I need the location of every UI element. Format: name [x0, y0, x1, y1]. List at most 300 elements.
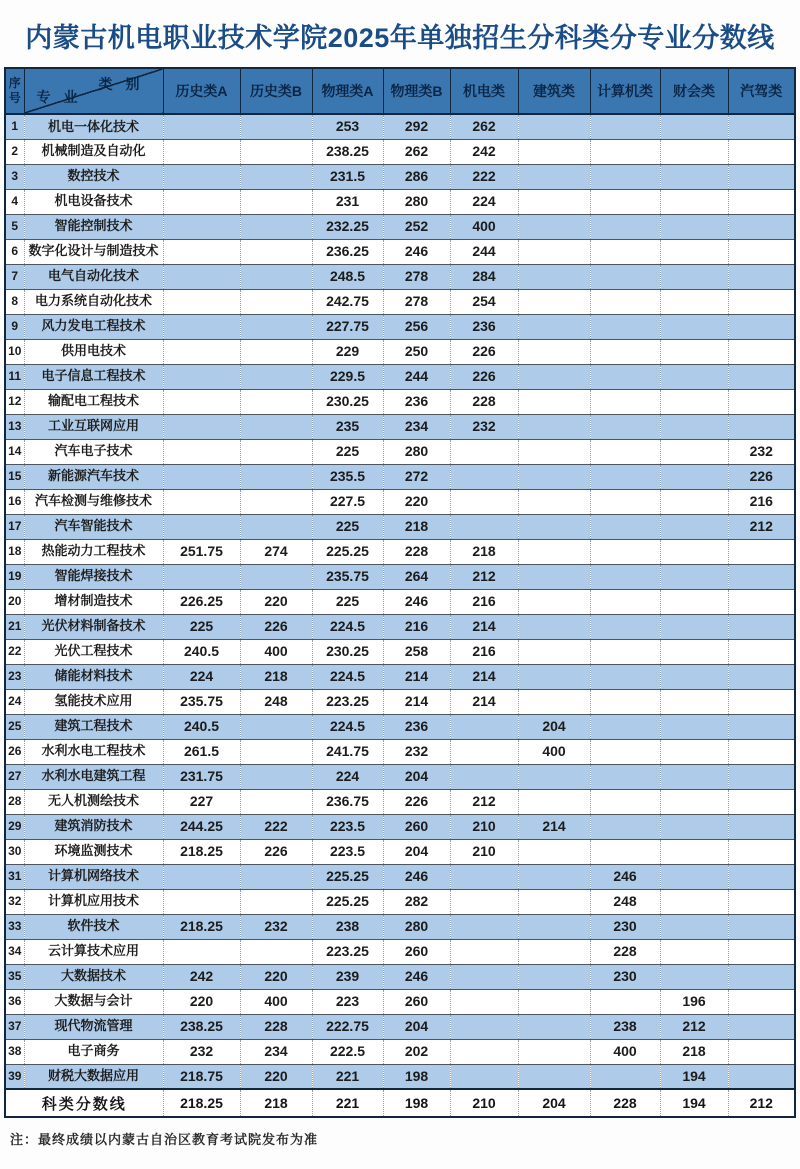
major-name-cell: 氢能技术应用 — [24, 689, 163, 714]
score-cell: 240.5 — [163, 714, 240, 739]
score-cell: 214 — [450, 689, 518, 714]
score-cell: 239 — [312, 964, 383, 989]
score-cell — [163, 164, 240, 189]
score-cell: 272 — [383, 464, 450, 489]
score-cell — [728, 939, 795, 964]
score-cell — [450, 914, 518, 939]
score-cell: 218 — [450, 539, 518, 564]
score-cell — [590, 239, 660, 264]
major-name-cell: 电子商务 — [24, 1039, 163, 1064]
major-name-cell: 风力发电工程技术 — [24, 314, 163, 339]
score-cell: 224 — [450, 189, 518, 214]
score-cell — [163, 514, 240, 539]
score-cell: 400 — [240, 639, 312, 664]
score-cell: 228 — [450, 389, 518, 414]
score-cell — [450, 439, 518, 464]
score-cell: 262 — [383, 139, 450, 164]
score-cell: 220 — [240, 589, 312, 614]
score-cell: 238.25 — [312, 139, 383, 164]
score-cell — [660, 489, 728, 514]
score-cell: 222.5 — [312, 1039, 383, 1064]
category-line-score-cell: 198 — [383, 1089, 450, 1117]
score-cell: 246 — [383, 239, 450, 264]
score-cell: 226 — [383, 789, 450, 814]
score-cell — [240, 464, 312, 489]
score-cell — [163, 314, 240, 339]
table-row — [5, 164, 795, 189]
score-cell — [518, 789, 590, 814]
score-cell: 246 — [383, 589, 450, 614]
score-cell: 248.5 — [312, 264, 383, 289]
score-cell — [660, 789, 728, 814]
score-cell: 230.25 — [312, 389, 383, 414]
major-name-cell: 软件技术 — [24, 914, 163, 939]
row-number-cell: 7 — [5, 264, 24, 289]
score-cell — [240, 739, 312, 764]
row-number-cell: 27 — [5, 764, 24, 789]
score-cell — [660, 189, 728, 214]
score-cell — [728, 139, 795, 164]
row-number-cell: 25 — [5, 714, 24, 739]
score-cell — [450, 1039, 518, 1064]
score-cell: 224.5 — [312, 614, 383, 639]
score-cell — [518, 939, 590, 964]
score-cell: 236.25 — [312, 239, 383, 264]
score-cell — [240, 339, 312, 364]
score-cell — [590, 639, 660, 664]
score-cell — [728, 864, 795, 889]
score-cell — [518, 989, 590, 1014]
score-cell: 218 — [660, 1039, 728, 1064]
score-cell: 216 — [450, 639, 518, 664]
row-number-cell: 39 — [5, 1064, 24, 1089]
major-name-cell: 机电一体化技术 — [24, 114, 163, 139]
score-cell — [728, 539, 795, 564]
score-cell — [240, 164, 312, 189]
score-cell: 260 — [383, 814, 450, 839]
row-number-cell: 9 — [5, 314, 24, 339]
score-cell — [660, 664, 728, 689]
table-row — [5, 1064, 795, 1089]
score-cell: 225.25 — [312, 539, 383, 564]
row-number-cell: 35 — [5, 964, 24, 989]
score-cell — [728, 764, 795, 789]
score-cell: 214 — [383, 689, 450, 714]
score-cell: 223.5 — [312, 814, 383, 839]
row-number-cell: 36 — [5, 989, 24, 1014]
score-cell: 260 — [383, 939, 450, 964]
score-cell — [518, 489, 590, 514]
score-cell: 214 — [383, 664, 450, 689]
row-number-cell: 28 — [5, 789, 24, 814]
score-cell — [660, 214, 728, 239]
score-cell — [590, 1064, 660, 1089]
category-line-score-cell: 204 — [518, 1089, 590, 1117]
score-cell — [660, 539, 728, 564]
score-cell: 212 — [728, 514, 795, 539]
major-name-cell: 工业互联网应用 — [24, 414, 163, 439]
row-number-cell: 34 — [5, 939, 24, 964]
row-number-cell: 11 — [5, 364, 24, 389]
score-cell — [450, 964, 518, 989]
col-header-8: 财会类 — [660, 68, 728, 114]
score-cell — [660, 339, 728, 364]
score-cell — [240, 414, 312, 439]
score-cell: 238 — [590, 1014, 660, 1039]
score-cell — [240, 764, 312, 789]
score-cell: 246 — [590, 864, 660, 889]
score-cell — [518, 1014, 590, 1039]
score-cell: 282 — [383, 889, 450, 914]
score-cell: 214 — [518, 814, 590, 839]
score-cell: 274 — [240, 539, 312, 564]
score-cell: 400 — [518, 739, 590, 764]
score-cell — [240, 264, 312, 289]
score-cell — [660, 289, 728, 314]
score-cell — [660, 839, 728, 864]
score-cell: 198 — [383, 1064, 450, 1089]
table-row — [5, 764, 795, 789]
score-cell: 258 — [383, 639, 450, 664]
score-cell — [590, 714, 660, 739]
score-cell — [518, 214, 590, 239]
major-name-cell: 机械制造及自动化 — [24, 139, 163, 164]
score-cell — [728, 289, 795, 314]
footnote: 注：最终成绩以内蒙古自治区教育考试院发布为准 — [10, 1132, 319, 1147]
score-cell — [660, 314, 728, 339]
score-cell — [590, 514, 660, 539]
score-cell — [590, 789, 660, 814]
score-cell: 261.5 — [163, 739, 240, 764]
score-cell — [590, 214, 660, 239]
score-cell — [518, 314, 590, 339]
score-cell: 225 — [312, 514, 383, 539]
score-cell — [728, 339, 795, 364]
score-cell — [728, 914, 795, 939]
score-cell: 232 — [163, 1039, 240, 1064]
row-number-cell: 33 — [5, 914, 24, 939]
score-cell — [518, 539, 590, 564]
category-line-label: 科类分数线 — [5, 1089, 163, 1117]
score-cell — [518, 339, 590, 364]
score-cell — [728, 814, 795, 839]
score-cell: 254 — [450, 289, 518, 314]
score-cell — [660, 564, 728, 589]
row-number-cell: 6 — [5, 239, 24, 264]
score-cell — [590, 589, 660, 614]
row-number-cell: 15 — [5, 464, 24, 489]
major-name-cell: 汽车电子技术 — [24, 439, 163, 464]
score-cell: 228 — [240, 1014, 312, 1039]
score-cell — [518, 414, 590, 439]
score-cell: 226 — [728, 464, 795, 489]
major-name-cell: 建筑消防技术 — [24, 814, 163, 839]
score-cell: 231 — [312, 189, 383, 214]
score-cell — [590, 364, 660, 389]
score-cell — [590, 839, 660, 864]
score-cell — [450, 1014, 518, 1039]
score-cell: 246 — [383, 864, 450, 889]
score-cell: 224 — [163, 664, 240, 689]
score-cell — [590, 664, 660, 689]
score-cell: 218 — [383, 514, 450, 539]
table-row — [5, 989, 795, 1014]
score-cell — [590, 264, 660, 289]
score-cell: 280 — [383, 189, 450, 214]
score-cell: 250 — [383, 339, 450, 364]
score-cell — [728, 739, 795, 764]
table-row — [5, 439, 795, 464]
score-cell — [518, 864, 590, 889]
major-name-cell: 水利水电工程技术 — [24, 739, 163, 764]
score-cell: 222.75 — [312, 1014, 383, 1039]
score-cell — [163, 564, 240, 589]
col-header-5: 机电类 — [450, 68, 518, 114]
category-line-score-cell: 221 — [312, 1089, 383, 1117]
score-cell: 228 — [590, 939, 660, 964]
score-cell — [728, 689, 795, 714]
score-cell — [660, 164, 728, 189]
score-cell: 210 — [450, 814, 518, 839]
score-cell — [590, 689, 660, 714]
score-cell — [518, 764, 590, 789]
score-cell — [590, 739, 660, 764]
score-cell — [728, 589, 795, 614]
col-header-2: 历史类B — [240, 68, 312, 114]
score-cell: 223.25 — [312, 939, 383, 964]
col-header-9: 汽驾类 — [728, 68, 795, 114]
score-cell: 225 — [312, 439, 383, 464]
category-line-row — [5, 1089, 795, 1117]
row-number-cell: 13 — [5, 414, 24, 439]
table-row — [5, 689, 795, 714]
score-cell — [728, 639, 795, 664]
score-cell: 235.75 — [312, 564, 383, 589]
score-cell — [450, 489, 518, 514]
score-cell: 280 — [383, 439, 450, 464]
score-cell: 225 — [312, 589, 383, 614]
score-cell — [240, 789, 312, 814]
score-cell — [728, 1039, 795, 1064]
score-cell — [240, 214, 312, 239]
score-cell — [450, 889, 518, 914]
score-cell — [518, 364, 590, 389]
score-cell: 222 — [450, 164, 518, 189]
major-name-cell: 水利水电建筑工程 — [24, 764, 163, 789]
score-cell — [163, 189, 240, 214]
table-row — [5, 614, 795, 639]
score-cell — [450, 939, 518, 964]
score-cell: 226 — [450, 364, 518, 389]
score-cell: 225.25 — [312, 864, 383, 889]
score-cell — [163, 339, 240, 364]
table-row — [5, 814, 795, 839]
row-number-cell: 14 — [5, 439, 24, 464]
score-cell: 220 — [163, 989, 240, 1014]
score-cell: 227.5 — [312, 489, 383, 514]
score-cell: 242 — [450, 139, 518, 164]
score-cell: 251.75 — [163, 539, 240, 564]
score-cell — [660, 889, 728, 914]
score-cell — [450, 989, 518, 1014]
score-cell: 212 — [450, 789, 518, 814]
score-cell — [240, 889, 312, 914]
category-line-score-cell: 218.25 — [163, 1089, 240, 1117]
score-cell — [518, 189, 590, 214]
score-cell: 400 — [240, 989, 312, 1014]
score-cell — [240, 239, 312, 264]
score-cell: 216 — [728, 489, 795, 514]
serial-header: 序号 — [5, 68, 24, 114]
score-cell: 280 — [383, 914, 450, 939]
row-number-cell: 20 — [5, 589, 24, 614]
score-cell: 253 — [312, 114, 383, 139]
score-cell: 260 — [383, 989, 450, 1014]
score-cell — [240, 289, 312, 314]
major-name-cell: 新能源汽车技术 — [24, 464, 163, 489]
row-number-cell: 12 — [5, 389, 24, 414]
table-row — [5, 489, 795, 514]
score-cell — [590, 464, 660, 489]
score-cell — [240, 389, 312, 414]
major-name-cell: 机电设备技术 — [24, 189, 163, 214]
score-cell: 232 — [450, 414, 518, 439]
score-cell: 278 — [383, 264, 450, 289]
major-name-cell: 计算机应用技术 — [24, 889, 163, 914]
score-cell: 216 — [450, 589, 518, 614]
score-cell — [163, 239, 240, 264]
score-cell: 248 — [240, 689, 312, 714]
score-cell: 231.5 — [312, 164, 383, 189]
major-name-cell: 光伏材料制备技术 — [24, 614, 163, 639]
score-cell — [518, 139, 590, 164]
row-number-cell: 24 — [5, 689, 24, 714]
score-cell: 235.75 — [163, 689, 240, 714]
score-cell — [163, 489, 240, 514]
score-cell: 238.25 — [163, 1014, 240, 1039]
score-cell: 226 — [240, 839, 312, 864]
score-cell — [728, 664, 795, 689]
major-name-cell: 电气自动化技术 — [24, 264, 163, 289]
table-row — [5, 464, 795, 489]
score-cell — [518, 1064, 590, 1089]
score-cell — [450, 739, 518, 764]
table-row — [5, 889, 795, 914]
score-cell — [660, 814, 728, 839]
col-header-1: 历史类A — [163, 68, 240, 114]
score-cell — [518, 289, 590, 314]
score-cell — [240, 564, 312, 589]
score-cell: 252 — [383, 214, 450, 239]
score-cell: 210 — [450, 839, 518, 864]
score-cell: 220 — [240, 1064, 312, 1089]
major-name-cell: 光伏工程技术 — [24, 639, 163, 664]
score-cell — [728, 989, 795, 1014]
score-cell — [590, 389, 660, 414]
score-cell: 246 — [383, 964, 450, 989]
score-cell — [728, 114, 795, 139]
score-cell: 227 — [163, 789, 240, 814]
score-cell — [518, 514, 590, 539]
row-number-cell: 22 — [5, 639, 24, 664]
score-cell: 204 — [383, 1014, 450, 1039]
score-cell — [163, 364, 240, 389]
table-row — [5, 739, 795, 764]
score-cell: 226.25 — [163, 589, 240, 614]
category-line-score-cell: 212 — [728, 1089, 795, 1117]
table-row — [5, 914, 795, 939]
major-name-cell: 汽车智能技术 — [24, 514, 163, 539]
major-name-cell: 计算机网络技术 — [24, 864, 163, 889]
major-name-cell: 输配电工程技术 — [24, 389, 163, 414]
col-header-6: 建筑类 — [518, 68, 590, 114]
score-cell: 226 — [240, 614, 312, 639]
score-cell — [163, 214, 240, 239]
major-name-cell: 大数据技术 — [24, 964, 163, 989]
score-cell — [450, 514, 518, 539]
table-row — [5, 389, 795, 414]
score-cell — [518, 614, 590, 639]
score-cell — [518, 439, 590, 464]
score-cell — [240, 714, 312, 739]
score-cell — [660, 389, 728, 414]
score-cell — [518, 239, 590, 264]
score-cell: 400 — [590, 1039, 660, 1064]
score-cell — [728, 964, 795, 989]
score-cell — [728, 1014, 795, 1039]
score-cell — [518, 564, 590, 589]
score-cell — [728, 164, 795, 189]
score-cell — [728, 189, 795, 214]
score-cell — [590, 489, 660, 514]
score-cell — [728, 889, 795, 914]
score-cell — [660, 689, 728, 714]
score-cell: 220 — [383, 489, 450, 514]
table-footer — [5, 1089, 795, 1117]
table-row — [5, 664, 795, 689]
score-cell — [728, 364, 795, 389]
score-cell — [660, 764, 728, 789]
score-cell: 212 — [450, 564, 518, 589]
score-cell — [240, 114, 312, 139]
row-number-cell: 8 — [5, 289, 24, 314]
score-cell — [163, 939, 240, 964]
score-cell: 194 — [660, 1064, 728, 1089]
score-cell — [728, 214, 795, 239]
row-number-cell: 16 — [5, 489, 24, 514]
score-cell — [590, 139, 660, 164]
score-cell: 220 — [240, 964, 312, 989]
score-cell: 223.25 — [312, 689, 383, 714]
score-cell — [518, 389, 590, 414]
major-name-cell: 增材制造技术 — [24, 589, 163, 614]
major-name-cell: 汽车检测与维修技术 — [24, 489, 163, 514]
score-cell: 234 — [383, 414, 450, 439]
score-cell — [163, 389, 240, 414]
col-header-7: 计算机类 — [590, 68, 660, 114]
score-cell — [728, 614, 795, 639]
row-number-cell: 3 — [5, 164, 24, 189]
table-row — [5, 939, 795, 964]
score-cell: 244.25 — [163, 814, 240, 839]
major-name-cell: 大数据与会计 — [24, 989, 163, 1014]
score-cell — [450, 764, 518, 789]
major-name-cell: 热能动力工程技术 — [24, 539, 163, 564]
row-number-cell: 26 — [5, 739, 24, 764]
table-row — [5, 139, 795, 164]
score-cell — [660, 614, 728, 639]
score-cell — [728, 789, 795, 814]
